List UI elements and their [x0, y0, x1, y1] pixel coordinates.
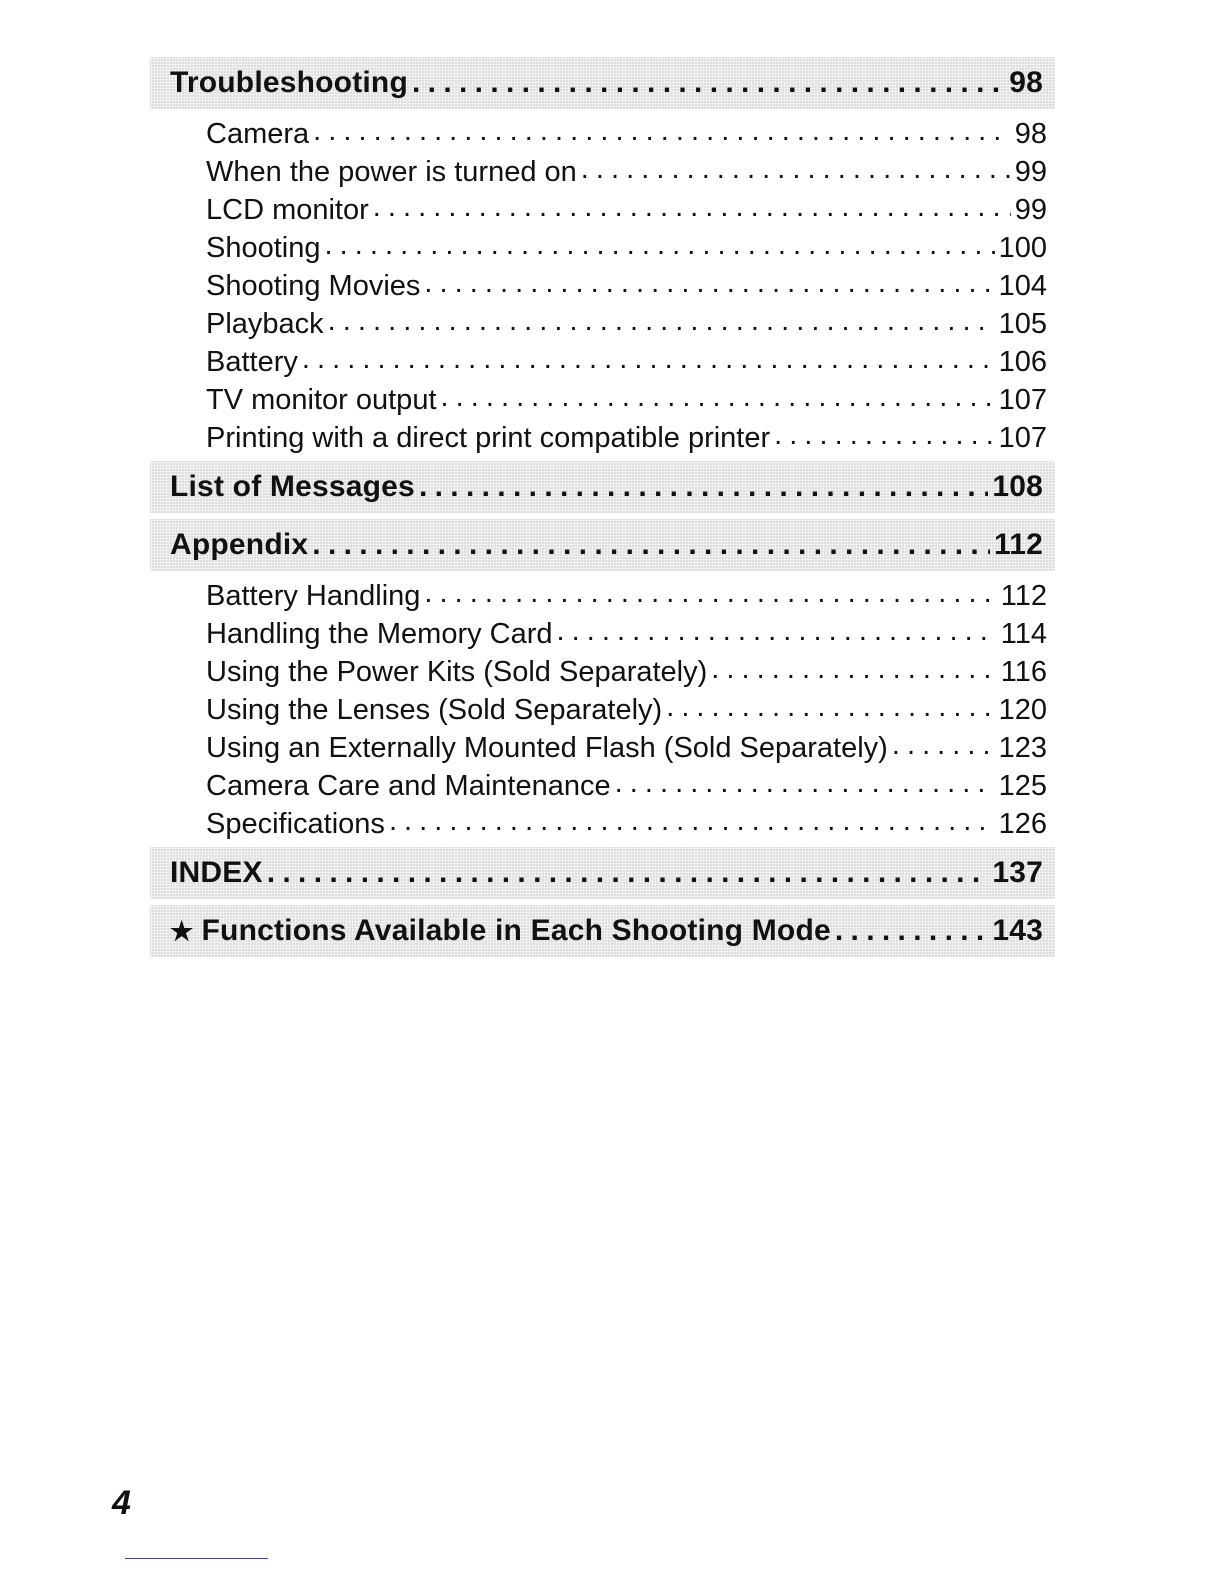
toc-subentries-appendix: [150, 573, 1055, 847]
dot-leader: [325, 229, 995, 262]
footer-rule: [125, 1558, 268, 1559]
entry-label: Battery Handling: [206, 579, 421, 612]
entry-label: Shooting Movies: [206, 269, 421, 302]
toc-entry[interactable]: [206, 115, 1047, 153]
entry-page-number: 106: [998, 345, 1047, 378]
section-page-number: 108: [992, 470, 1043, 503]
dot-leader: [267, 856, 989, 890]
entry-page-number: 107: [998, 421, 1047, 454]
toc-section-header-functions[interactable]: [150, 905, 1055, 957]
entry-page-number: 99: [1014, 193, 1047, 226]
toc-entry[interactable]: [206, 615, 1047, 653]
section-page-number: 112: [994, 528, 1043, 561]
entry-label: Printing with a direct print compatible printer: [206, 421, 771, 454]
entry-label: When the power is turned on: [206, 155, 577, 188]
dot-leader: [419, 470, 988, 504]
entry-label: Using the Power Kits (Sold Separately): [206, 655, 708, 688]
dot-leader: [412, 66, 1005, 100]
dot-leader: [373, 191, 1011, 224]
dot-leader: [328, 305, 995, 338]
entry-label: Shooting: [206, 231, 321, 264]
table-of-contents: [150, 57, 1055, 959]
toc-entry[interactable]: [206, 229, 1047, 267]
entry-page-number: 100: [998, 231, 1047, 264]
dot-leader: [581, 153, 1011, 186]
toc-entry[interactable]: [206, 805, 1047, 843]
dot-leader: [892, 729, 995, 762]
toc-section-header-list-of-messages[interactable]: [150, 461, 1055, 513]
toc-section-header-appendix[interactable]: [150, 519, 1055, 571]
dot-leader: [389, 805, 995, 838]
entry-label: Handling the Memory Card: [206, 617, 553, 650]
toc-entry[interactable]: [206, 305, 1047, 343]
dot-leader: [424, 267, 994, 300]
section-title: Functions Available in Each Shooting Mode: [201, 914, 831, 947]
entry-label: Playback: [206, 307, 324, 340]
star-icon: ★: [170, 916, 194, 946]
toc-section-header-troubleshooting[interactable]: [150, 57, 1055, 109]
entry-page-number: 126: [998, 807, 1047, 840]
section-page-number: 143: [992, 914, 1043, 947]
entry-page-number: 120: [998, 693, 1047, 726]
entry-page-number: 116: [1000, 655, 1047, 688]
dot-leader: [424, 577, 996, 610]
section-title: INDEX: [170, 856, 263, 889]
entry-label: Specifications: [206, 807, 385, 840]
entry-page-number: 107: [998, 383, 1047, 416]
entry-page-number: 123: [998, 731, 1047, 764]
toc-subentries-troubleshooting: [150, 111, 1055, 461]
entry-label: TV monitor output: [206, 383, 437, 416]
toc-entry[interactable]: [206, 653, 1047, 691]
dot-leader: [774, 419, 994, 452]
section-title: Troubleshooting: [170, 66, 408, 99]
entry-page-number: 99: [1014, 155, 1047, 188]
toc-entry[interactable]: [206, 419, 1047, 457]
entry-label: Battery: [206, 345, 298, 378]
dot-leader: [312, 528, 990, 562]
section-page-number: 98: [1009, 66, 1043, 99]
dot-leader: [615, 767, 995, 800]
dot-leader: [302, 343, 995, 376]
toc-entry[interactable]: [206, 343, 1047, 381]
dot-leader: [835, 914, 988, 948]
toc-entry[interactable]: [206, 191, 1047, 229]
toc-entry[interactable]: [206, 153, 1047, 191]
entry-label: LCD monitor: [206, 193, 369, 226]
section-title: List of Messages: [170, 470, 415, 503]
dot-leader: [711, 653, 996, 686]
toc-entry[interactable]: [206, 767, 1047, 805]
dot-leader: [666, 691, 994, 724]
section-page-number: 137: [992, 856, 1043, 889]
entry-page-number: 105: [998, 307, 1047, 340]
entry-page-number: 112: [1000, 579, 1047, 612]
section-title: Appendix: [170, 528, 309, 561]
toc-entry[interactable]: [206, 729, 1047, 767]
toc-entry[interactable]: [206, 381, 1047, 419]
toc-entry[interactable]: [206, 577, 1047, 615]
entry-label: Using the Lenses (Sold Separately): [206, 693, 663, 726]
toc-entry[interactable]: [206, 267, 1047, 305]
page-number: 4: [112, 1484, 131, 1522]
entry-page-number: 104: [998, 269, 1047, 302]
toc-entry[interactable]: [206, 691, 1047, 729]
toc-section-header-index[interactable]: [150, 847, 1055, 899]
entry-label: Camera: [206, 117, 310, 150]
dot-leader: [557, 615, 997, 648]
entry-page-number: 114: [1000, 617, 1047, 650]
entry-label: Using an Externally Mounted Flash (Sold Separately): [206, 731, 888, 764]
dot-leader: [441, 381, 995, 414]
entry-page-number: 125: [998, 769, 1047, 802]
entry-label: Camera Care and Maintenance: [206, 769, 611, 802]
entry-page-number: 98: [1014, 117, 1047, 150]
dot-leader: [313, 115, 1011, 148]
